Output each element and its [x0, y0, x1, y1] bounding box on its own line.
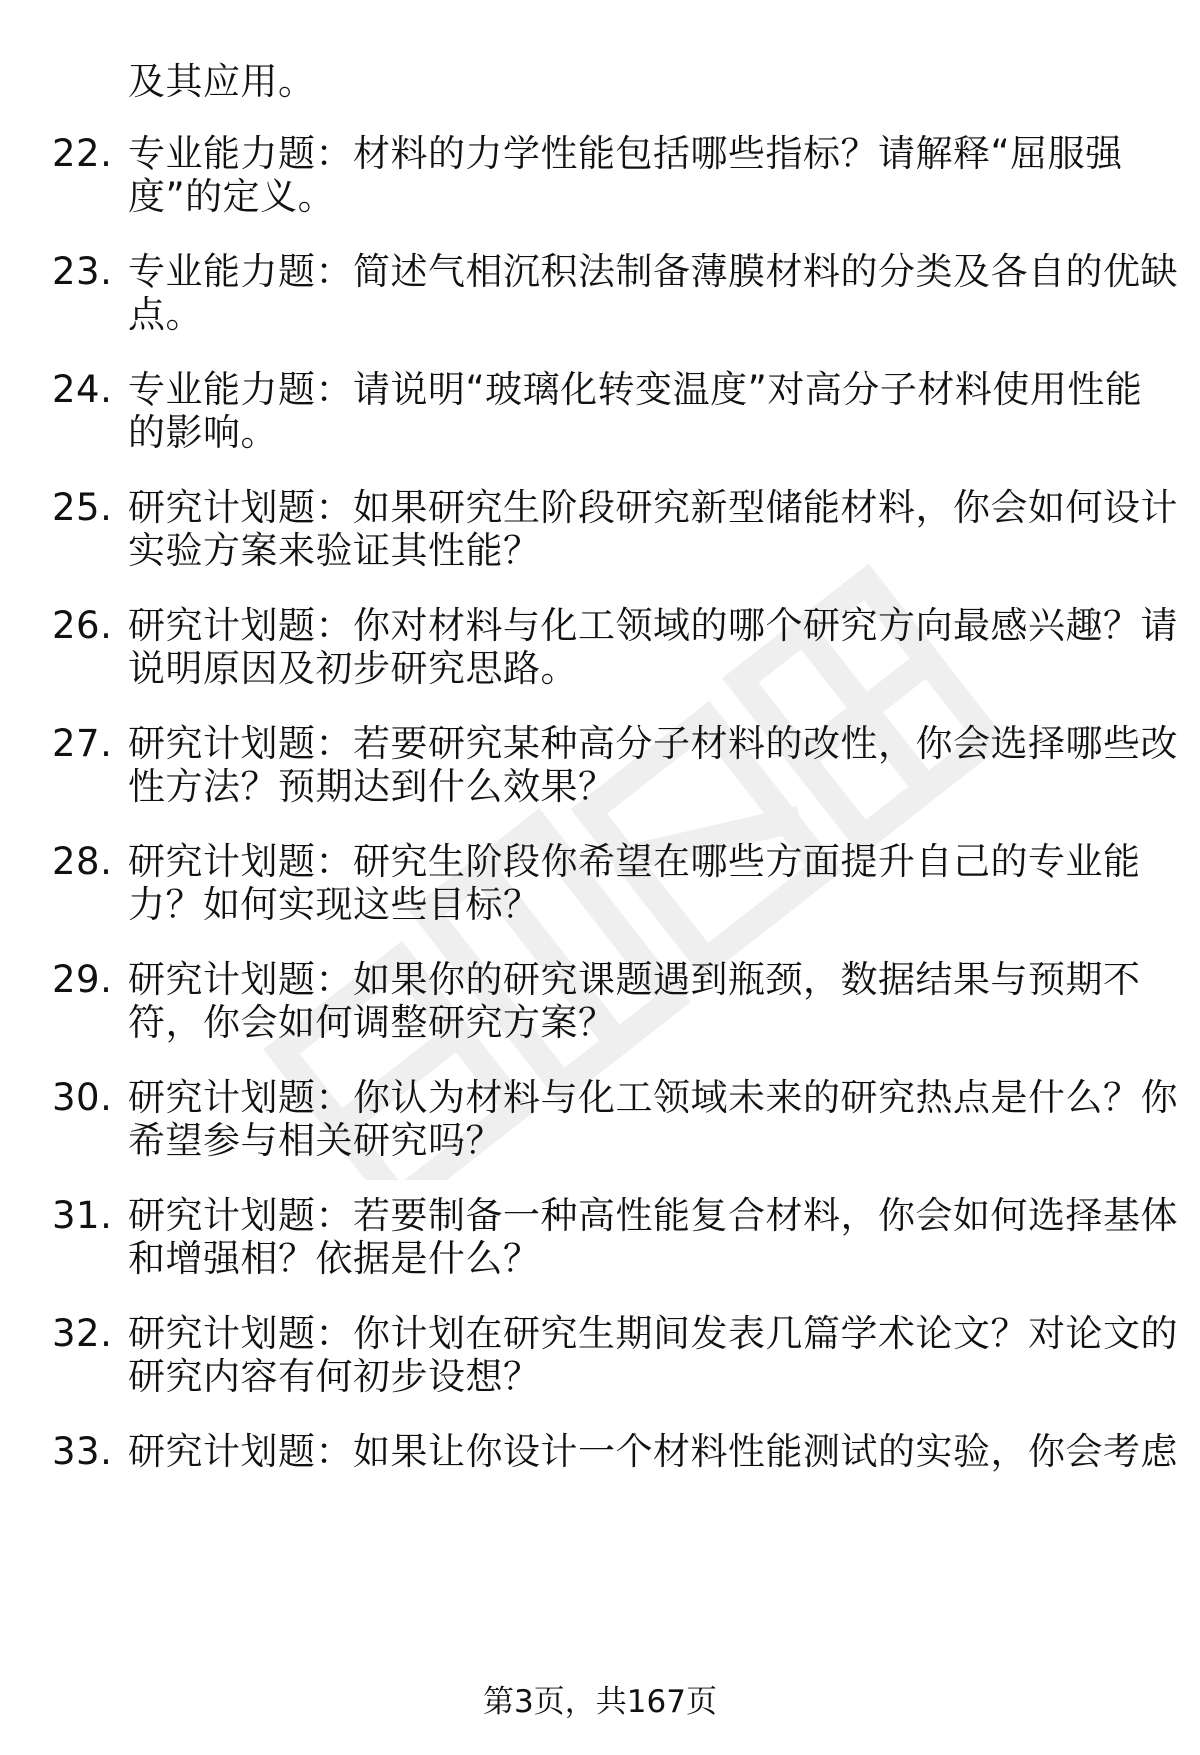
question-text: 专业能力题：请说明“玻璃化转变温度”对高分子材料使用性能 — [128, 368, 1143, 411]
question-text: 的影响。 — [128, 411, 278, 454]
question-text: 专业能力题：简述气相沉积法制备薄膜材料的分类及各自的优缺 — [128, 250, 1178, 293]
question-number: 23. — [52, 250, 113, 293]
question-text: 点。 — [128, 293, 203, 336]
question-text: 研究计划题：若要研究某种高分子材料的改性，你会选择哪些改 — [128, 722, 1178, 765]
question-number: 32. — [52, 1312, 113, 1355]
question-text: 研究计划题：如果你的研究课题遇到瓶颈，数据结果与预期不 — [128, 958, 1141, 1001]
question-text: 符，你会如何调整研究方案？ — [128, 1001, 616, 1044]
question-text: 研究计划题：你计划在研究生期间发表几篇学术论文？对论文的 — [128, 1312, 1178, 1355]
question-text: 和增强相？依据是什么？ — [128, 1237, 541, 1280]
question-number: 33. — [52, 1430, 113, 1473]
question-number: 25. — [52, 486, 113, 529]
question-text: 研究计划题：研究生阶段你希望在哪些方面提升自己的专业能 — [128, 840, 1141, 883]
question-text: 研究计划题：如果让你设计一个材料性能测试的实验，你会考虑 — [128, 1430, 1178, 1473]
question-text: 实验方案来验证其性能？ — [128, 529, 541, 572]
question-text: 研究计划题：你对材料与化工领域的哪个研究方向最感兴趣？请 — [128, 604, 1178, 647]
question-text: 度”的定义。 — [128, 175, 336, 218]
question-number: 26. — [52, 604, 113, 647]
question-text: 研究内容有何初步设想？ — [128, 1355, 541, 1398]
question-number: 22. — [52, 132, 113, 175]
question-text: 说明原因及初步研究思路。 — [128, 647, 578, 690]
question-text: 研究计划题：如果研究生阶段研究新型储能材料，你会如何设计 — [128, 486, 1178, 529]
question-number: 27. — [52, 722, 113, 765]
question-number: 31. — [52, 1194, 113, 1237]
question-number: 28. — [52, 840, 113, 883]
question-number: 30. — [52, 1076, 113, 1119]
question-text: 研究计划题：你认为材料与化工领域未来的研究热点是什么？你 — [128, 1076, 1178, 1119]
question-text: 研究计划题：若要制备一种高性能复合材料，你会如何选择基体 — [128, 1194, 1178, 1237]
page-footer: 第3页，共167页 — [483, 1684, 717, 1720]
continuation-text: 及其应用。 — [128, 60, 316, 103]
question-number: 29. — [52, 958, 113, 1001]
question-text: 专业能力题：材料的力学性能包括哪些指标？请解释“屈服强 — [128, 132, 1123, 175]
question-text: 力？如何实现这些目标？ — [128, 883, 541, 926]
question-text: 性方法？预期达到什么效果？ — [128, 765, 616, 808]
question-number: 24. — [52, 368, 113, 411]
question-text: 希望参与相关研究吗？ — [128, 1119, 503, 1162]
